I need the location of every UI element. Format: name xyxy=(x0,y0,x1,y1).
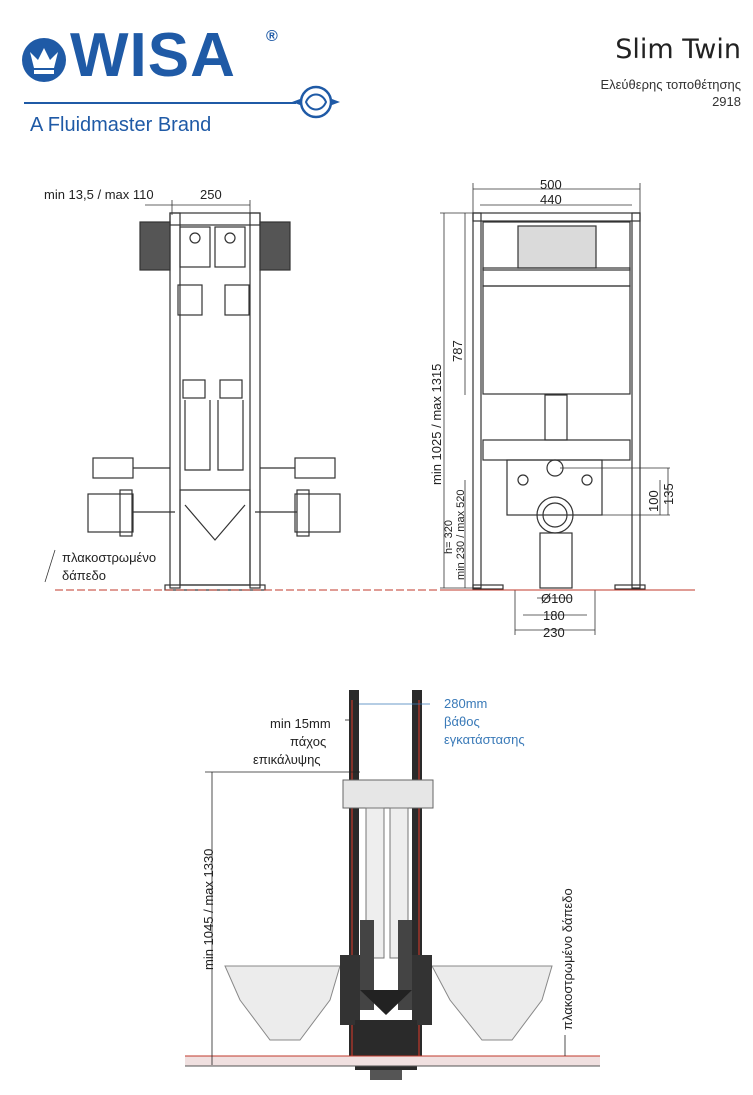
section-floor-label: πλακοστρωμένο δάπεδο xyxy=(560,888,575,1030)
dim-total-height: min 1025 / max 1315 xyxy=(429,363,444,485)
cover-label-1: min 15mm xyxy=(270,716,331,731)
dim-offset-label: min 13,5 / max 110 xyxy=(44,187,154,202)
product-title: Slim Twin xyxy=(615,34,741,65)
cover-label-3: επικάλυψης xyxy=(253,752,321,767)
depth-label-1: βάθος xyxy=(444,714,480,729)
dim-frame-height: 787 xyxy=(450,340,465,362)
brand-tagline: A Fluidmaster Brand xyxy=(30,114,212,136)
product-subtitle: Ελεύθερης τοποθέτησης xyxy=(600,77,741,92)
dim-180: 180 xyxy=(543,608,565,623)
logo-wordmark: WISA xyxy=(70,21,236,90)
dim-outer-width: 500 xyxy=(540,177,562,192)
dim-width-label: 250 xyxy=(200,187,222,202)
height-range: min 1045 / max 1330 xyxy=(201,848,216,970)
floor-label-line1: πλακοστρωμένο xyxy=(62,550,157,565)
depth-value: 280mm xyxy=(444,696,488,711)
registered-mark: ® xyxy=(266,28,278,45)
dim-pipe-diameter: Ø100 xyxy=(541,591,573,606)
section-view-drawing xyxy=(185,690,600,1080)
dim-135: 135 xyxy=(661,483,676,505)
dim-h-label: h= 320 xyxy=(443,520,455,554)
dim-h-range: min 230 / max 520 xyxy=(455,489,467,580)
front-view-drawing xyxy=(45,200,340,590)
dim-100: 100 xyxy=(646,490,661,512)
floor-label-line2: δάπεδο xyxy=(62,568,106,583)
product-code: 2918 xyxy=(712,94,741,109)
depth-label-2: εγκατάστασης xyxy=(444,732,525,747)
dim-230: 230 xyxy=(543,625,565,640)
cover-label-2: πάχος xyxy=(290,734,327,749)
dim-inner-width: 440 xyxy=(540,192,562,207)
side-view-drawing xyxy=(440,183,670,635)
